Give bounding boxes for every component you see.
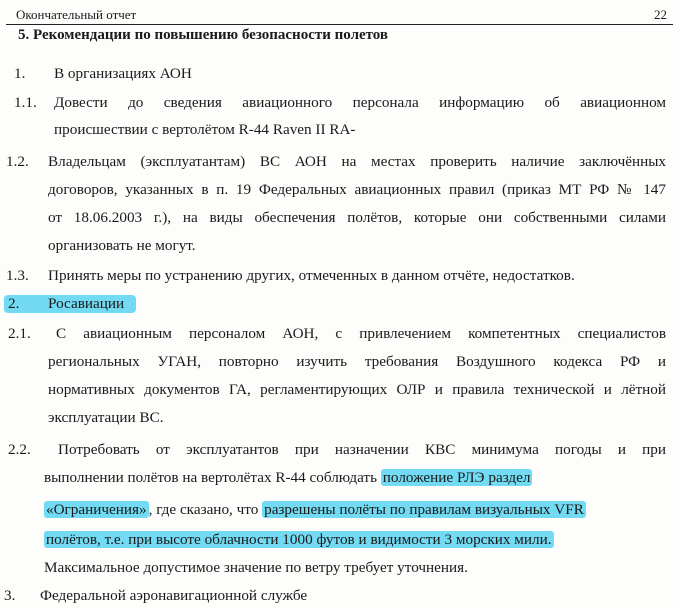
item-text: В организациях АОН: [54, 65, 192, 82]
item-number: 2.: [8, 295, 20, 312]
item-text: нормативных документов ГА, регламентирующих ОЛР и правила технической и лётной: [48, 381, 666, 398]
item-number: 1.2.: [6, 153, 29, 170]
item-number: 2.1.: [8, 325, 31, 342]
highlighted-text: «Ограничения»: [46, 501, 147, 518]
section-title: 5. Рекомендации по повышению безопасности полетов: [18, 27, 389, 43]
item-text: от 18.06.2003 г.), на виды обеспечения полётов, которые они собственными силами: [48, 209, 666, 226]
item-text: региональных УГАН, повторно изучить требования Воздушного кодекса РФ и: [48, 353, 666, 370]
item-text-plain: выполнении полётов на вертолётах R-44 соблюдать: [44, 469, 381, 486]
item-number: 1.3.: [6, 267, 29, 284]
item-text: [44, 530, 554, 550]
highlighted-text: полётов, т.е. при высоте облачности 1000 футов и видимости 3 морских мили.: [46, 531, 552, 548]
item-text: Принять меры по устранению других, отмеченных в данном отчёте, недостатков.: [48, 267, 575, 284]
item-text: Потребовать от эксплуатантов при назначении КВС минимума погоды и при: [58, 441, 666, 458]
item-text-plain: , где сказано, что: [148, 501, 263, 518]
item-number: 2.2.: [8, 441, 31, 458]
highlighted-text: положение РЛЭ раздел: [382, 469, 531, 486]
item-text: Федеральной аэронавигационной службе: [40, 587, 308, 604]
highlighted-text: разрешены полёты по правилам визуальных VFR: [264, 501, 584, 518]
item-text: Довести до сведения авиационного персонала информацию об авиационном: [54, 94, 666, 111]
item-number: 1.: [14, 65, 26, 82]
item-text: Максимальное допустимое значение по ветру требует уточнения.: [44, 559, 468, 576]
item-text: [44, 468, 532, 488]
page-header: [6, 4, 673, 25]
item-text: происшествии с вертолётом R-44 Raven II RA-: [54, 121, 356, 138]
item-number: 1.1.: [14, 94, 37, 111]
item-text: Росавиации: [48, 295, 125, 312]
report-title: Окончательный отчет: [16, 7, 137, 22]
page-number: 22: [654, 7, 667, 22]
item-number: 3.: [4, 587, 16, 604]
item-text: эксплуатации ВС.: [48, 409, 164, 426]
item-text: организовать не могут.: [48, 237, 196, 254]
item-text: Владельцам (эксплуатантам) ВС АОН на местах проверить наличие заключённых: [48, 153, 666, 170]
item-text: С авиационным персоналом АОН, с привлечением компетентных специалистов: [56, 325, 666, 342]
item-text: [44, 500, 586, 520]
item-text: договоров, указанных в п. 19 Федеральных авиационных правил (приказ МТ РФ № 147: [48, 181, 666, 198]
